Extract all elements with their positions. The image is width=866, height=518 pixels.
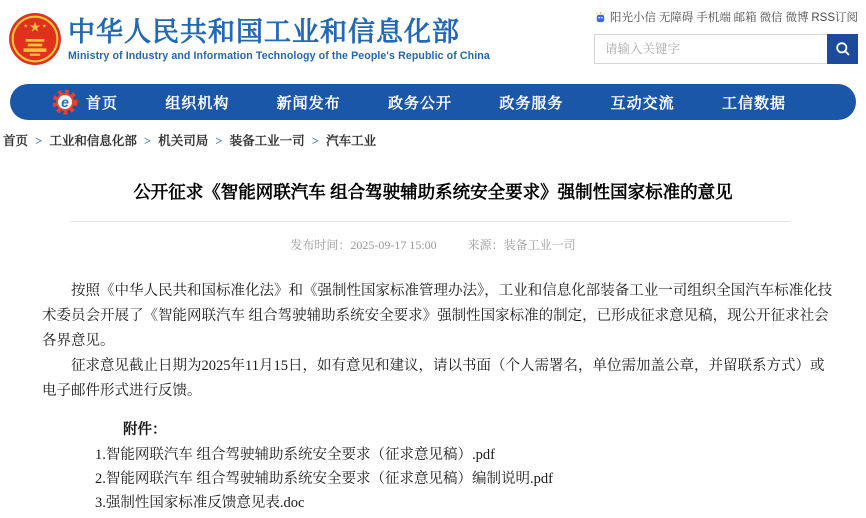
site-brand[interactable] [8,12,490,66]
breadcrumb-item-auto-industry[interactable]: 汽车工业 [326,134,377,148]
nav-item-gov-disclosure[interactable]: 政务公开 [387,95,452,112]
link-label: 阳光小信 [610,12,656,24]
link-sunshine-assistant[interactable] [594,9,656,25]
link-label: 邮箱 [733,12,757,24]
svg-text:★: ★ [23,23,28,30]
miit-gear-logo-icon [52,89,78,115]
search-button[interactable] [827,34,858,64]
publish-time: 发布时间：2025-09-17 15:00 [290,238,437,252]
site-header [0,0,866,80]
robot-assistant-icon [594,11,607,24]
breadcrumb-separator: > [311,134,319,148]
attachments-section [95,418,836,513]
nav-item-organization[interactable]: 组织机构 [165,95,230,112]
national-emblem-icon [8,12,62,66]
article-paragraph: 征求意见截止日期为2025年11月15日，如有意见和建议，请以书面（个人需署名，单位需加盖公章，并留联系方式）或电子邮件形式进行反馈。 [42,358,825,399]
attachment-link-pdf-2[interactable]: 2.智能网联汽车 组合驾驶辅助系统安全要求（征求意见稿）编制说明.pdf [95,471,553,487]
breadcrumb-separator: > [215,134,223,148]
article [0,155,866,518]
link-mobile[interactable] [696,9,731,25]
link-label: 手机端 [696,12,731,24]
search-icon [835,41,851,57]
link-label: 微信 [759,12,783,24]
main-nav [10,84,856,120]
article-paragraph: 按照《中华人民共和国标准化法》和《强制性国家标准管理办法》，工业和信息化部装备工业一司组织全国汽车标准化技术委员会开展了《智能网联汽车 组合驾驶辅助系统安全要求》强制性国家标准的制定，已形成征求意见稿，现公开征求社会各界意见。 [42,283,833,349]
link-rss[interactable] [811,9,858,25]
attachments-label: 附件： [123,422,167,438]
article-body [42,279,836,404]
nav-item-interaction[interactable]: 互动交流 [610,95,675,112]
link-weibo[interactable] [785,9,808,25]
link-label: RSS订阅 [811,12,858,24]
breadcrumb-item-departments[interactable]: 机关司局 [158,134,209,148]
link-accessibility[interactable] [659,9,694,25]
breadcrumb-item-home[interactable]: 首页 [3,134,29,148]
title-divider [70,221,790,222]
nav-item-news[interactable]: 新闻发布 [276,95,341,112]
site-subtitle: Ministry of Industry and Information Technology of the People's Republic of China [68,50,490,63]
nav-item-home[interactable]: 首页 [86,95,119,112]
nav-item-miit-data[interactable]: 工信数据 [721,95,786,112]
breadcrumb-item-equipment-dept[interactable]: 装备工业一司 [229,134,305,148]
link-label: 微博 [785,12,809,24]
breadcrumb-separator: > [35,134,43,148]
attachment-link-pdf-1[interactable]: 1.智能网联汽车 组合驾驶辅助系统安全要求（征求意见稿）.pdf [95,447,495,463]
search-bar [594,34,858,64]
site-title: 中华人民共和国工业和信息化部 [68,16,460,47]
breadcrumb-separator: > [144,134,152,148]
link-label: 无障碍 [658,12,694,24]
attachment-link-doc-3[interactable]: 3.强制性国家标准反馈意见表.doc [95,495,305,511]
svg-text:★: ★ [28,19,42,35]
link-mail[interactable] [734,9,757,25]
nav-item-gov-services[interactable]: 政务服务 [499,95,564,112]
article-title: 公开征求《智能网联汽车 组合驾驶辅助系统安全要求》强制性国家标准的意见 [133,182,733,202]
breadcrumb [3,131,376,149]
utility-links [594,8,858,26]
svg-text:e: e [61,94,69,110]
search-input[interactable] [594,34,827,64]
article-meta [0,236,866,253]
breadcrumb-item-miit[interactable]: 工业和信息化部 [49,134,137,148]
svg-text:★: ★ [42,23,47,30]
link-wechat[interactable] [760,9,783,25]
article-source: 来源：装备工业一司 [467,238,576,252]
